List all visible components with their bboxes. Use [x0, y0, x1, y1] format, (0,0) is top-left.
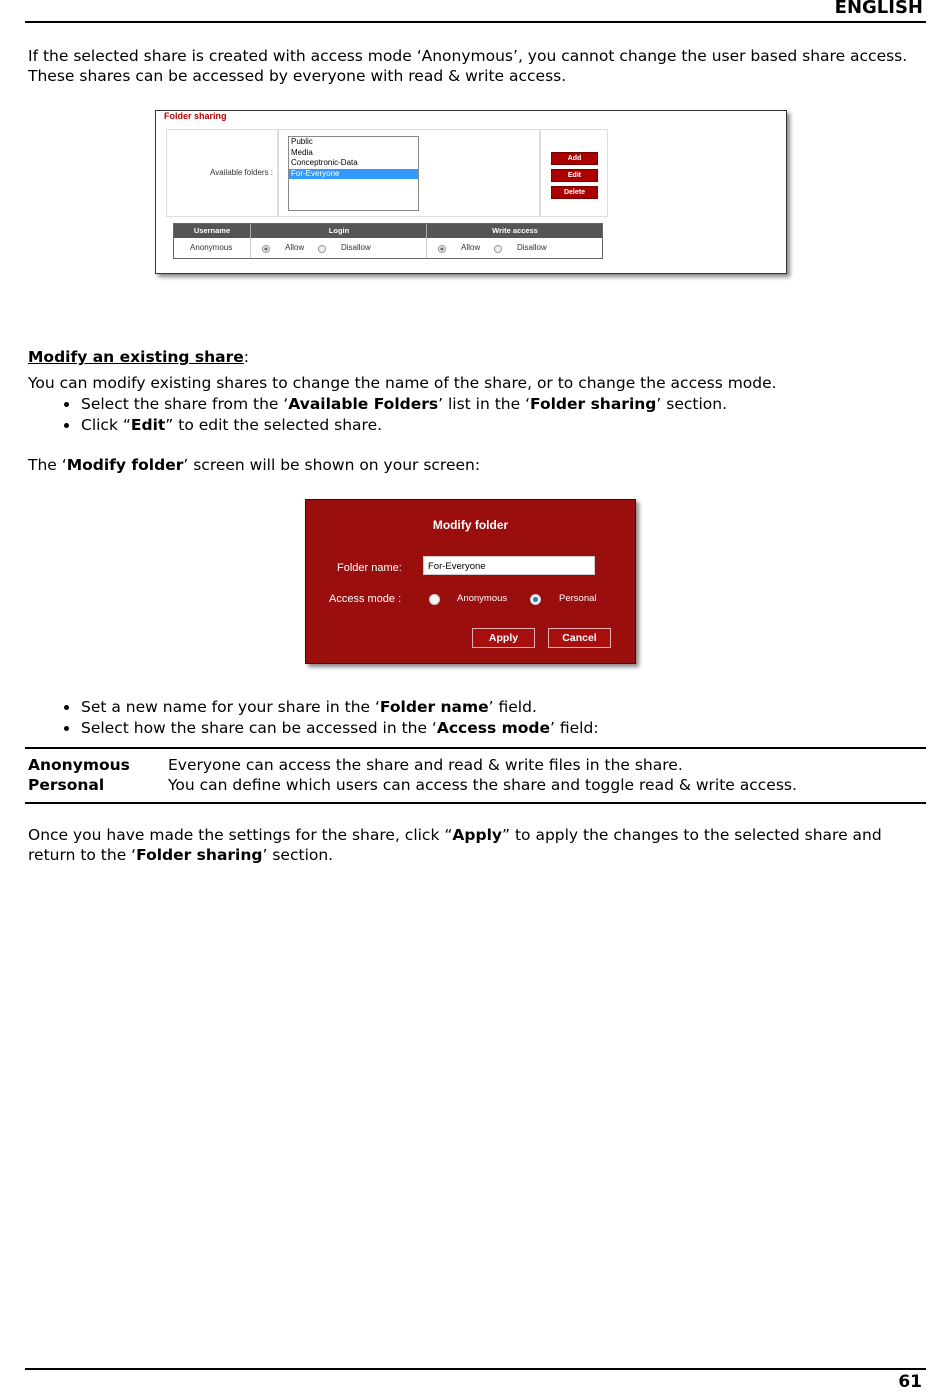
available-label-cell [166, 129, 278, 217]
folder-item[interactable]: Conceptronic-Data [291, 158, 358, 167]
apply-button[interactable]: Apply [472, 628, 535, 648]
folder-item[interactable]: Media [291, 147, 313, 157]
footer-rule [25, 1368, 926, 1370]
cancel-button[interactable]: Cancel [548, 628, 611, 648]
folder-sharing-title: Folder sharing [164, 111, 227, 121]
anonymous-radio[interactable] [429, 594, 440, 605]
folder-item[interactable]: Public [291, 137, 313, 146]
username-cell: Anonymous [190, 243, 233, 252]
header-rule [25, 21, 926, 23]
definition-description: Everyone can access the share and read & write files in the share. [168, 756, 683, 774]
closing-line-1: Once you have made the settings for the share, click “Apply” to apply the changes to the selected share and [28, 826, 882, 844]
modify-intro: You can modify existing shares to change the name of the share, or to change the access mode. [28, 374, 777, 392]
column-header-write-access: Write access [426, 224, 603, 238]
write-disallow-label: Disallow [517, 243, 547, 252]
intro-line-2: These shares can be accessed by everyone with read & write access. [28, 67, 567, 85]
delete-button[interactable]: Delete [551, 186, 598, 199]
list-item: Set a new name for your share in the ‘Folder name’ field. [60, 697, 599, 718]
intro-line-1: If the selected share is created with access mode ‘Anonymous’, you cannot change the user based share access. [28, 47, 908, 65]
folder-name-label: Folder name: [337, 562, 402, 574]
table-divider [250, 238, 251, 258]
folder-sharing-screenshot [155, 110, 787, 274]
definitions-bottom-rule [25, 802, 926, 804]
available-folders-label: Available folders : [210, 168, 273, 177]
add-button[interactable]: Add [551, 152, 598, 165]
definition-term: Personal [28, 776, 105, 794]
closing-line-2: return to the ‘Folder sharing’ section. [28, 846, 334, 864]
folder-name-field[interactable]: For-Everyone [423, 556, 595, 575]
login-disallow-radio[interactable] [318, 245, 326, 253]
header-language: ENGLISH [834, 0, 923, 18]
anonymous-option-label: Anonymous [457, 593, 508, 604]
available-folders-list[interactable] [288, 136, 419, 211]
modify-folder-title: Modify folder [432, 518, 509, 532]
edit-button[interactable]: Edit [551, 169, 598, 182]
modify-screen-line: The ‘Modify folder’ screen will be shown on your screen: [28, 456, 481, 474]
section-title-text: Modify an existing share [28, 348, 244, 366]
section-title-colon: : [243, 348, 250, 366]
section-title [28, 347, 249, 367]
modify-steps-list [60, 394, 727, 436]
login-allow-radio[interactable] [262, 245, 270, 253]
personal-option-label: Personal [559, 593, 597, 604]
table-header [174, 224, 602, 238]
personal-radio[interactable] [530, 594, 541, 605]
write-allow-label: Allow [461, 243, 481, 252]
column-header-login: Login [250, 224, 427, 238]
list-item: Click “Edit” to edit the selected share. [60, 415, 727, 436]
list-item: Select the share from the ‘Available Folders’ list in the ‘Folder sharing’ section. [60, 394, 727, 415]
definition-description: You can define which users can access the share and toggle read & write access. [168, 776, 797, 794]
definitions-top-rule [25, 747, 926, 749]
write-disallow-radio[interactable] [494, 245, 502, 253]
modify-folder-screenshot [305, 499, 636, 664]
table-divider [426, 238, 427, 258]
access-mode-label: Access mode : [329, 593, 402, 605]
page-number: 61 [898, 1372, 922, 1392]
folder-item-selected[interactable]: For-Everyone [289, 169, 418, 180]
settings-steps-list [60, 697, 599, 739]
list-item: Select how the share can be accessed in the ‘Access mode’ field: [60, 718, 599, 739]
share-access-table [173, 223, 603, 259]
column-header-username: Username [193, 226, 231, 235]
login-disallow-label: Disallow [341, 243, 371, 252]
definition-term: Anonymous [28, 756, 130, 774]
write-allow-radio[interactable] [438, 245, 446, 253]
login-allow-label: Allow [285, 243, 305, 252]
